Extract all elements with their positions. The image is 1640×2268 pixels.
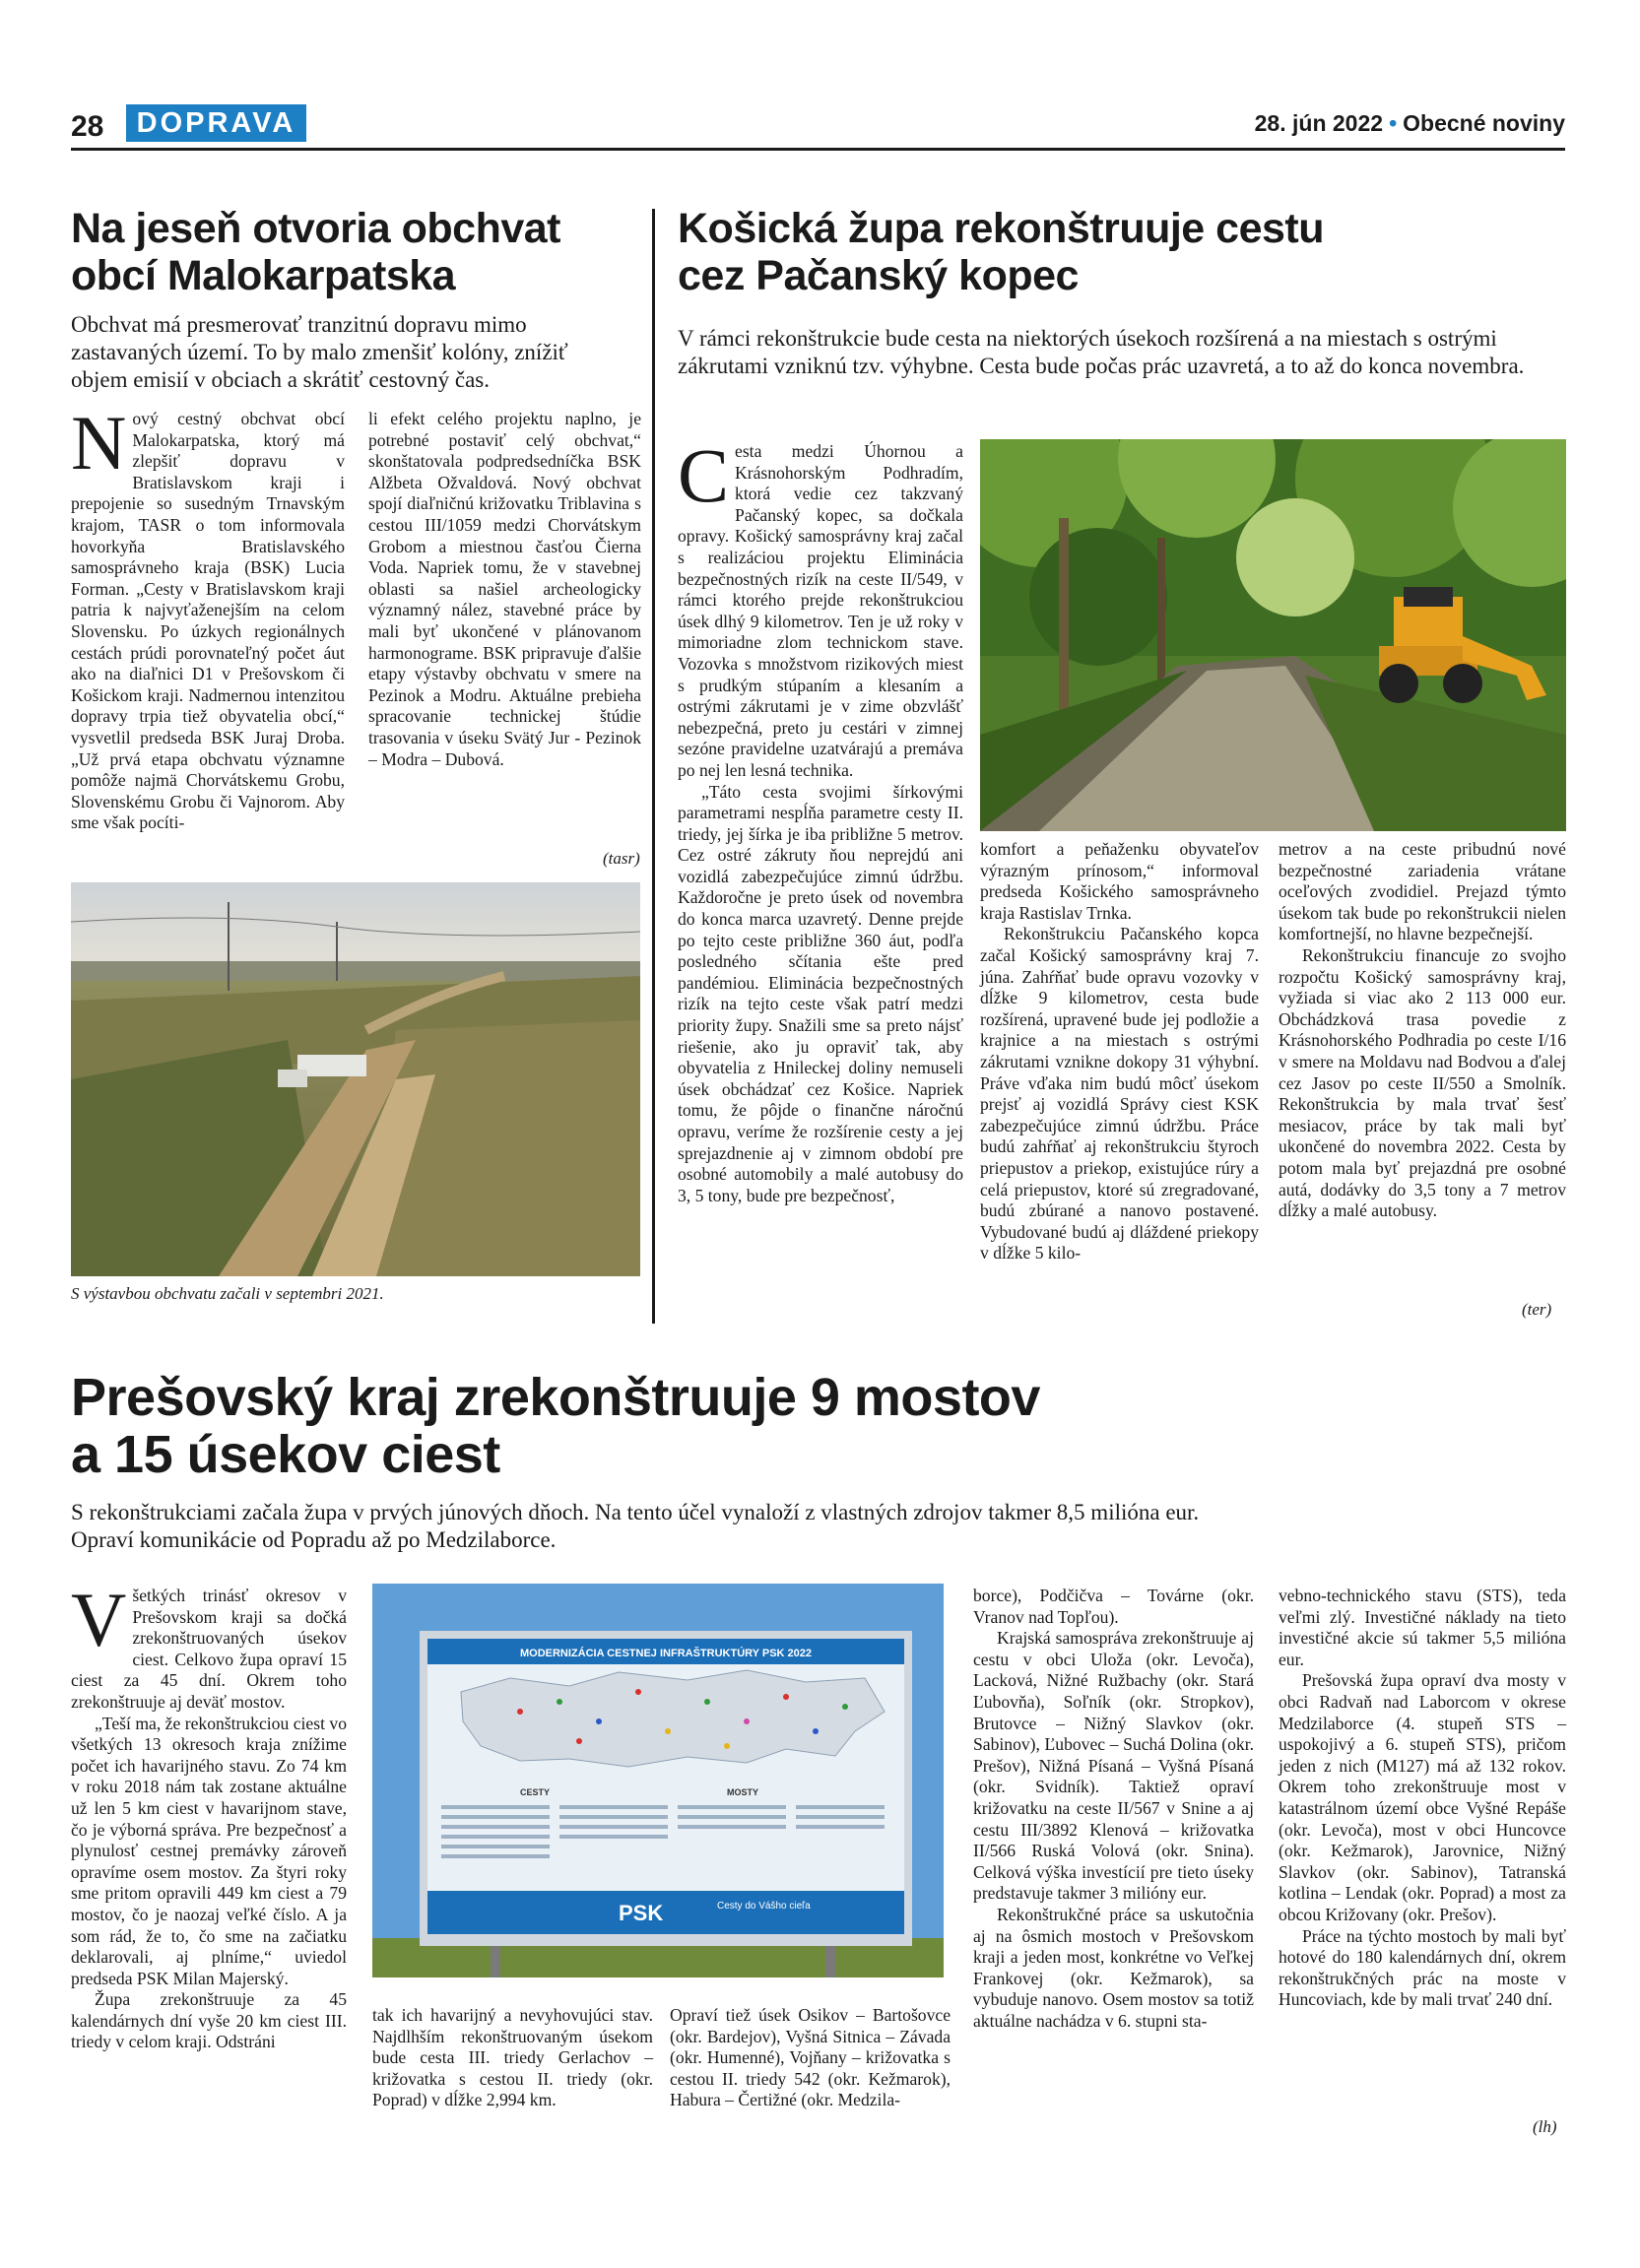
article2-col1b-text: „Táto cesta svojimi šírkovými parametrami nespĺňa parametre cesty II. triedy, jej šírka je iba približne 5 metrov. Cez ostré zákruty ňou neprejdú ani vozidlá zabezpečujúce zimnú údržbu. Každoročne je preto úsek od novembra do konca marca uzavretý. Denne prejde po tejto ceste približne 360 áut, podľa posledného sčítania ešte pred pandémiou. Eliminácia bezpečnostných rizík na tejto ceste však patrí medzi priority župy. Snažili sme sa preto nájsť riešenie, ako ju opraviť tak, aby obyvatelia z Hnileckej doliny nemuseli úsek obchádzať cez Košice. Napriek tomu, že pôjde o finančne náročnú opravu, veríme že rozšírenie cesty a jej sprejazdnenie aj v zimnom období pre osobné automobily a malé autobusy do 3, 5 tony, bude pre bezpečnosť,: [678, 781, 963, 1205]
article1-col2-text: li efekt celého projektu naplno, je potrebné postaviť celý obchvat,“ skonštatovala podpredsedníčka BSK Alžbeta Ožvaldová. Nový obchvat spojí diaľničnú križovatku Triblavina s cestou III/1059 medzi Chorvátskym Grobom a miestnou časťou Čierna Voda. Napriek tomu, že v stavebnej oblasti sa našiel archeologicky významný nález, stavebné práce by mali byť ukončené v plánovanom harmonograme. BSK pripravuje ďalšie etapy výstavby obchvatu v smere na Pezinok a Modru. Aktuálne prebieha spracovanie technickej štúdie trasovania v úseku Svätý Jur - Pezinok – Modra – Dubová.: [368, 409, 641, 769]
article3-col5c-text: Práce na týchto mostoch by mali byť hotové do 180 kalendárnych dní, okrem rekonštrukčných prác na moste v Huncoviach, kde by mali trvať 240 dní.: [1279, 1925, 1566, 2010]
newspaper-name: Obecné noviny: [1403, 110, 1565, 136]
article1-col1-text: ový cestný obchvat obcí Malokarpatska, ktorý má zlepšiť dopravu v Bratislavskom kraji i prepojenie so susedným Trnavským krajom, TASR o tom informovala hovorkyňa Bratislavského samosprávneho kraja (BSK) Lucia Forman. „Cesty v Bratislavskom kraji patria k najvyťaženejším na celom Slovensku. Po úzkych regionálnych cestách prúdi porovnateľný počet áut ako na diaľnici D1 v Prešovskom či Košickom kraji. Nadmernou intenzitou dopravy trpia tiež obyvatelia obcí,“ vysvetlil predseda BSK Juraj Droba. „Už prvá etapa obchvatu významne pomôže najmä Chorvátskemu Grobu, Slovenskému Grobu či Vajnorom. Aby sme však pocíti-: [71, 409, 345, 833]
section-label: DOPRAVA: [126, 104, 306, 142]
article2-column2: [980, 839, 1259, 1296]
article2-col2b-text: Rekonštrukciu Pačanského kopca začal Košický samosprávny kraj 7. júna. Zahŕňať bude opravu vozovky v dĺžke 9 kilometrov, cesta bude rozšírená, upravené bude jej podložie a krajnice a na miestach s ostrými zákrutami vznikne dokopy 31 výhybní. Práve vďaka nim budú môcť úsekom prejsť aj vozidlá Správy ciest KSK zabezpečujúce zimnú údržbu. Práce budú zahŕňať aj rekonštrukciu štyroch priepustov a priekop, existujúce rúry a celá priepustov, ktoré sú zregradované, budú zbúrané a nanovo postavené. Vybudované budú aj dláždené priekopy v dĺžke 5 kilo-: [980, 924, 1259, 1264]
article3-col3-text: Opraví tiež úsek Osikov – Bartošovce (okr. Bardejov), Vyšná Sitnica – Závada (okr. Humenné), Vojňany – križovatka s cestou II. triedy 542 (okr. Kežmarok), Habura – Čertižné (okr. Medzila-: [670, 2005, 951, 2110]
article1-column1: [71, 400, 345, 852]
article1-column2: [368, 409, 641, 852]
billboard-photo: [372, 1584, 944, 1977]
article3-col5-text: vebno-technického stavu (STS), teda veľmi zlý. Investičné náklady na tieto investičné akcie sú takmer 5,5 milióna eur.: [1279, 1586, 1566, 1669]
article2-col3b-text: Rekonštrukciu financuje zo svojho rozpočtu Košický samosprávny kraj, vyžiada si viac ako 2 113 000 eur. Obchádzková trasa povedie z Krásnohorského Podhradia po ceste I/16 v smere na Moldavu nad Bodvou a ďalej cez Jasov po ceste II/550 a Smolník. Rekonštrukcia by mala trvať šesť mesiacov, práce by tak mali byť ukončené do novembra 2022. Cesta by potom mala byť prejazdná pre osobné autá, dodávky do 3,5 tony a 7 metrov dĺžky a malé autobusy.: [1279, 944, 1566, 1221]
article3-lede-line2: Opraví komunikácie od Popradu až po Medzilaborce.: [71, 1527, 557, 1552]
article3-col5b-text: Prešovská župa opraví dva mosty v obci Radvaň nad Laborcom v okrese Medzilaborce (4. stupeň STS – uspokojivý a 6. stupeň STS), pričom jeden z nich (M127) má až 132 rokov. Okrem toho zrekonštruuje most v katastrálnom území obce Vyšné Repáše (okr. Levoča), most v obci Huncovce (okr. Kežmarok), Jarovnice, Nižný Slavkov (okr. Sabinov), Tatranská kotlina – Lendak (okr. Poprad) a most za obcou Križovany (okr. Prešov).: [1279, 1670, 1566, 1924]
article2-col2-text: komfort a peňaženku obyvateľov výrazným prínosom,“ informoval predseda Košického samosprávneho kraja Rastislav Trnka.: [980, 839, 1259, 923]
construction-photo: [71, 882, 640, 1276]
billboard-brand: PSK: [619, 1901, 664, 1925]
article2-signature: (ter): [1522, 1300, 1552, 1319]
article3-col4c-text: Rekonštrukčné práce sa uskutočnia aj na ôsmich mostoch v Prešovskom kraji a jeden most, konkrétne vo Veľkej Frankovej (okr. Kežmarok), sa vybuduje nanovo. Osem mostov sa totiž aktuálne nachádza v 6. stupni sta-: [973, 1904, 1254, 2031]
article3-title-line2: a 15 úsekov ciest: [71, 1425, 500, 1484]
billboard-label-cesty: CESTY: [520, 1787, 551, 1797]
billboard-label-mosty: MOSTY: [727, 1787, 759, 1797]
article2-headline: [678, 205, 1564, 299]
article3-lede: [71, 1499, 1568, 1554]
billboard-slogan: Cesty do Vášho cieľa: [717, 1901, 811, 1912]
article1-title-line1: Na jeseň otvoria obchvat: [71, 205, 560, 252]
article3-column1: [71, 1577, 347, 2137]
article3-title-line1: Prešovský kraj zrekonštruuje 9 mostov: [71, 1368, 1040, 1427]
article2-column1: [678, 432, 963, 1296]
dropcap: N: [71, 400, 127, 486]
dropcap: C: [678, 432, 730, 518]
article2-col1-text: esta medzi Úhornou a Krásnohorským Podhradím, ktorá vedie cez takzvaný Pačanský kopec, sa dočkala opravy. Košický samosprávny kraj začal s realizáciou projektu Eliminácia bezpečnostných rizík na ceste II/549, v rámci ktorého prejde rekonštrukciou úsek dlhý 9 kilometrov. Ten je už roky v mimoriadne zlom technickom stave. Vozovka s množstvom rizikových miest s prudkým stúpaním a klesaním a ostrými zákrutami je v zime obzvlášť nebezpečná, preto ju cestári v zimnej sezóne pravidelne uzatvárajú a premáva po nej len lesná technika.: [678, 441, 963, 780]
article2-title-line2: cez Pačanský kopec: [678, 252, 1079, 299]
article1-headline: [71, 205, 652, 299]
construction-aerial-image: [71, 882, 640, 1276]
article3-col2-text: tak ich havarijný a nevyhovujúci stav. Najdlhším rekonštruovaným úsekom bude cesta III. triedy Gerlachov – križovatka s cestou II. triedy (okr. Poprad) v dĺžke 2,994 km.: [372, 2005, 653, 2110]
article3-column4: [973, 1586, 1254, 2137]
article3-col4-text: borce), Podčičva – Továrne (okr. Vranov nad Topľou).: [973, 1586, 1254, 1627]
forest-road-image: [980, 439, 1566, 831]
article3-signature: (lh): [1533, 2117, 1557, 2136]
article2-column3: [1279, 839, 1566, 1272]
column-divider: [652, 209, 655, 1324]
photo-caption: S výstavbou obchvatu začali v septembri 2021.: [71, 1284, 384, 1303]
article3-col1c-text: Župa zrekonštruuje za 45 kalendárnych dní vyše 20 km ciest III. triedy v celom kraji. Odstráni: [71, 1989, 347, 2052]
issue-date: 28. jún 2022: [1254, 110, 1384, 136]
dropcap: V: [71, 1577, 127, 1662]
article1-signature: (tasr): [603, 849, 640, 868]
forest-road-photo: [980, 439, 1566, 831]
article2-col3-text: metrov a na ceste pribudnú nové bezpečnostné zariadenia vrátane oceľových zvodidiel. Prejazd týmto úsekom tak bude po rekonštrukcii nielen komfortnejší, no hlavne bezpečnejší.: [1279, 839, 1566, 944]
article3-headline: [71, 1369, 1548, 1483]
article3-col1-text: šetkých trinásť okresov v Prešovskom kraji sa dočká zrekonštruovaných úsekov ciest. Celkovo župa opraví 15 ciest za 45 dní. Okrem toho zrekonštruuje aj deväť mostov.: [71, 1586, 347, 1712]
article3-lede-line1: S rekonštrukciami začala župa v prvých júnových dňoch. Na tento účel vynaloží z vlastných zdrojov takmer 8,5 milióna eur.: [71, 1500, 1200, 1524]
article3-column3: [670, 2005, 951, 2143]
article1-title-line2: obcí Malokarpatska: [71, 252, 456, 299]
article3-column2: [372, 2005, 653, 2143]
separator-dot: •: [1389, 110, 1398, 136]
article3-col1b-text: „Teší ma, že rekonštrukciou ciest vo všetkých 13 okresoch kraja znížime počet ich havarijného stavu. Zo 74 km v roku 2018 nám tak zostane aktuálne už len 5 km ciest v havarijnom stave, čo je výborná správa. Pre bezpečnosť a plynulosť cestnej premávky zároveň opravíme osem mostov. Za štyri roky sme pritom opravili 449 km ciest a 79 mostov, čo je naozaj veľké číslo. A ja som rád, že to, čo sme na začiatku deklarovali, aj plníme,“ uviedol predseda PSK Milan Majerský.: [71, 1713, 347, 1988]
article2-lede: V rámci rekonštrukcie bude cesta na niektorých úsekoch rozšírená a na miestach s ostrými zákrutami vzniknú tzv. výhybne. Cesta bude počas prác uzavretá, a to až do konca novembra.: [678, 326, 1525, 378]
header-rule: [71, 148, 1565, 151]
billboard-title: MODERNIZÁCIA CESTNEJ INFRAŠTRUKTÚRY PSK 2022: [519, 1648, 813, 1659]
article1-lede: Obchvat má presmerovať tranzitnú dopravu mimo zastavaných území. To by malo zmenšiť kolóny, znížiť objem emisií v obciach a skrátiť cestovný čas.: [71, 312, 568, 392]
issue-info: [1255, 110, 1565, 137]
article3-col4b-text: Krajská samospráva zrekonštruuje aj cestu v obci Uloža (okr. Levoča), Lacková, Nižné Ružbachy (okr. Stará Ľubovňa), Soľník (okr. Stropkov), Brutovce – Nižný Slavkov (okr. Sabinov), Ľubovec – Suchá Dolina (okr. Prešov), Nižná Písaná – Vyšná Písaná (okr. Svidník). Taktiež opraví križovatku na ceste II/567 v Snine a aj cestu III/3892 Klenová – križovatka II/566 Ruská Volová (okr. Snina). Celková výška investícií pre tieto úseky predstavuje takmer 3 milióny eur.: [973, 1628, 1254, 1904]
billboard-image: [372, 1584, 944, 1977]
article3-column5: [1279, 1586, 1566, 2117]
article2-title-line1: Košická župa rekonštruuje cestu: [678, 205, 1324, 252]
page-number: 28: [71, 110, 104, 143]
